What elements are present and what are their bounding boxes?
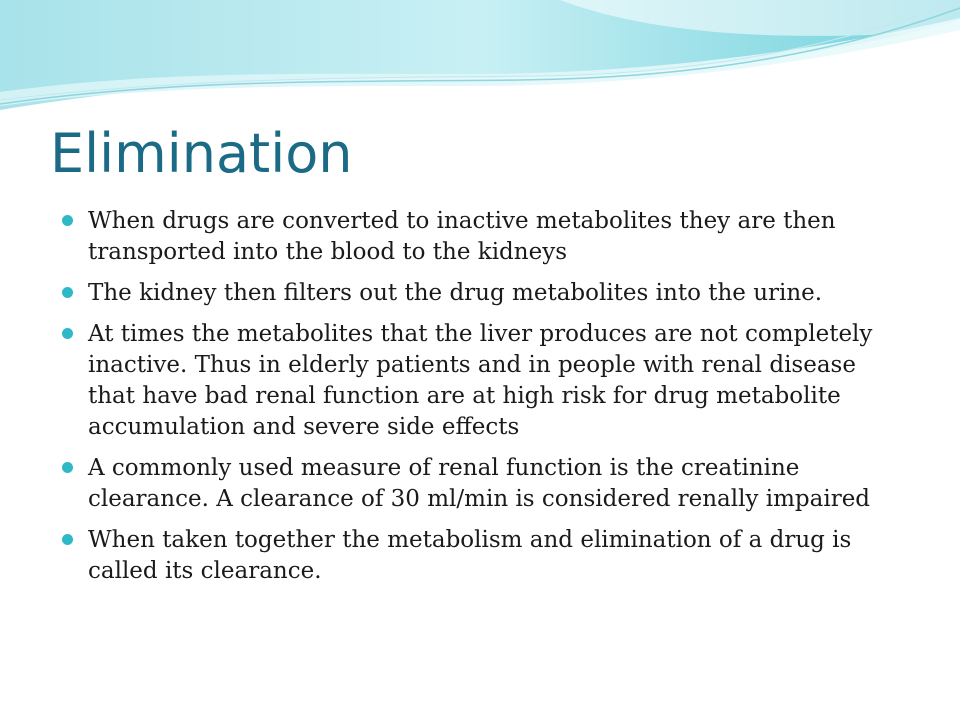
bullet-text: At times the metabolites that the liver produces are not completely inactive. Thus in elderly patients and in people with renal disease that have bad renal function are at high risk for drug metabolite accumulation and severe side effects (88, 321, 873, 440)
header-wave-decoration (0, 0, 960, 120)
bullet-text: The kidney then filters out the drug metabolites into the urine. (88, 280, 823, 306)
bullet-text: When taken together the metabolism and elimination of a drug is called its clearance. (88, 527, 852, 584)
bullet-item (60, 319, 900, 443)
bullet-list (60, 206, 900, 597)
bullet-dot-icon (62, 462, 73, 473)
bullet-item (60, 453, 900, 515)
slide-title: Elimination (50, 122, 353, 185)
bullet-text: When drugs are converted to inactive metabolites they are then transported into the blood to the kidneys (88, 208, 836, 265)
bullet-dot-icon (62, 534, 73, 545)
bullet-dot-icon (62, 328, 73, 339)
bullet-text: A commonly used measure of renal function is the creatinine clearance. A clearance of 30 ml/min is considered renally impaired (88, 455, 871, 512)
bullet-dot-icon (62, 287, 73, 298)
bullet-item (60, 278, 900, 309)
bullet-item (60, 206, 900, 268)
bullet-dot-icon (62, 215, 73, 226)
bullet-item (60, 525, 900, 587)
